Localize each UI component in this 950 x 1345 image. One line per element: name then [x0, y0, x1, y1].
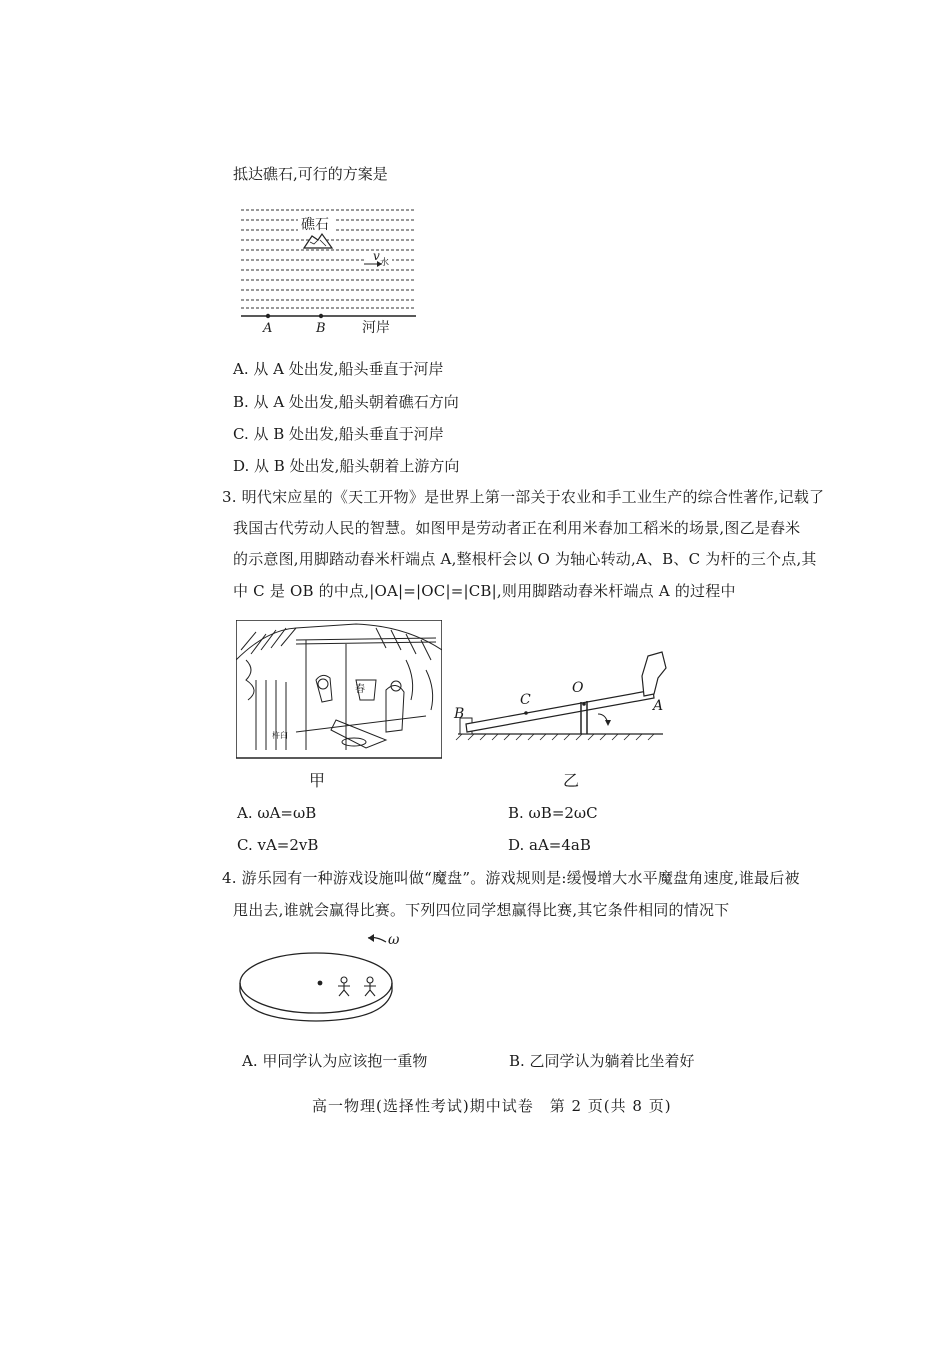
yi-point-c: C [520, 692, 531, 708]
figure-yi-caption: 乙 [563, 771, 580, 790]
q2-option-d[interactable]: D. 从 B 处出发,船头朝着上游方向 [233, 457, 460, 475]
point-a-label: A [263, 321, 273, 336]
foot-icon [642, 652, 666, 696]
q3-option-c[interactable]: C. vA=2vB [237, 836, 319, 854]
student-icons [338, 977, 376, 996]
figure-jia-illustration [236, 620, 442, 760]
q3-option-b[interactable]: B. ωB=2ωC [508, 804, 598, 822]
v-sub: 水 [380, 258, 390, 268]
rock-icon [304, 234, 332, 248]
q4-option-b[interactable]: B. 乙同学认为躺着比坐着好 [509, 1052, 695, 1070]
q3-stem-line-2: 我国古代劳动人民的智慧。如图甲是劳动者正在利用米舂加工稻米的场景,图乙是舂米 [233, 519, 801, 537]
q4-stem-line-1: 4. 游乐园有一种游戏设施叫做“魔盘”。游戏规则是:缓慢增大水平魔盘角速度,谁最后被 [222, 869, 800, 887]
figure-yi-diagram [448, 648, 678, 744]
q4-option-a[interactable]: A. 甲同学认为应该抱一重物 [242, 1052, 428, 1070]
river-figure [236, 200, 426, 340]
point-a-dot [266, 314, 270, 318]
disc-center [318, 981, 323, 986]
q3-stem-line-4: 中 C 是 OB 的中点,|OA|=|OC|=|CB|,则用脚踏动舂米杆端点 A 的过程中 [233, 582, 736, 600]
point-b-dot [319, 314, 323, 318]
yi-point-o: O [572, 680, 584, 696]
q3-stem-line-1: 3. 明代宋应星的《天工开物》是世界上第一部关于农业和手工业生产的综合性著作,记载了 [222, 488, 825, 506]
yi-point-a: A [653, 698, 664, 714]
pivot-o-dot [582, 702, 586, 706]
magic-disc-figure [236, 928, 416, 1028]
point-b-label: B [316, 321, 326, 336]
point-c-dot [524, 711, 528, 715]
q2-stem-tail: 抵达礁石,可行的方案是 [233, 165, 388, 183]
q2-option-c[interactable]: C. 从 B 处出发,船头垂直于河岸 [233, 425, 444, 443]
disc-rim [240, 983, 392, 1021]
sign-bottom: 杵臼 [272, 731, 288, 740]
rock-label: 礁石 [301, 217, 329, 233]
q2-option-a[interactable]: A. 从 A 处出发,船头垂直于河岸 [233, 360, 444, 378]
yi-point-b: B [454, 706, 465, 722]
page-footer: 高一物理(选择性考试)期中试卷 第 2 页(共 8 页) [312, 1097, 672, 1115]
sign-chun: 舂 [355, 684, 365, 695]
q4-stem-line-2: 甩出去,谁就会赢得比赛。下列四位同学想赢得比赛,其它条件相同的情况下 [233, 901, 730, 919]
ground-hatch [456, 734, 654, 740]
q3-option-d[interactable]: D. aA=4aB [508, 836, 591, 854]
bank-label: 河岸 [362, 320, 390, 336]
q2-option-b[interactable]: B. 从 A 处出发,船头朝着礁石方向 [233, 393, 459, 411]
omega-label: ω [388, 932, 400, 948]
q3-stem-line-3: 的示意图,用脚踏动舂米杆端点 A,整根杆会以 O 为轴心转动,A、B、C 为杆的三个点,其 [233, 550, 817, 568]
figure-jia-caption: 甲 [309, 771, 326, 790]
q3-option-a[interactable]: A. ωA=ωB [237, 804, 317, 822]
v-label: v [373, 249, 380, 263]
lever-bar [466, 690, 654, 732]
